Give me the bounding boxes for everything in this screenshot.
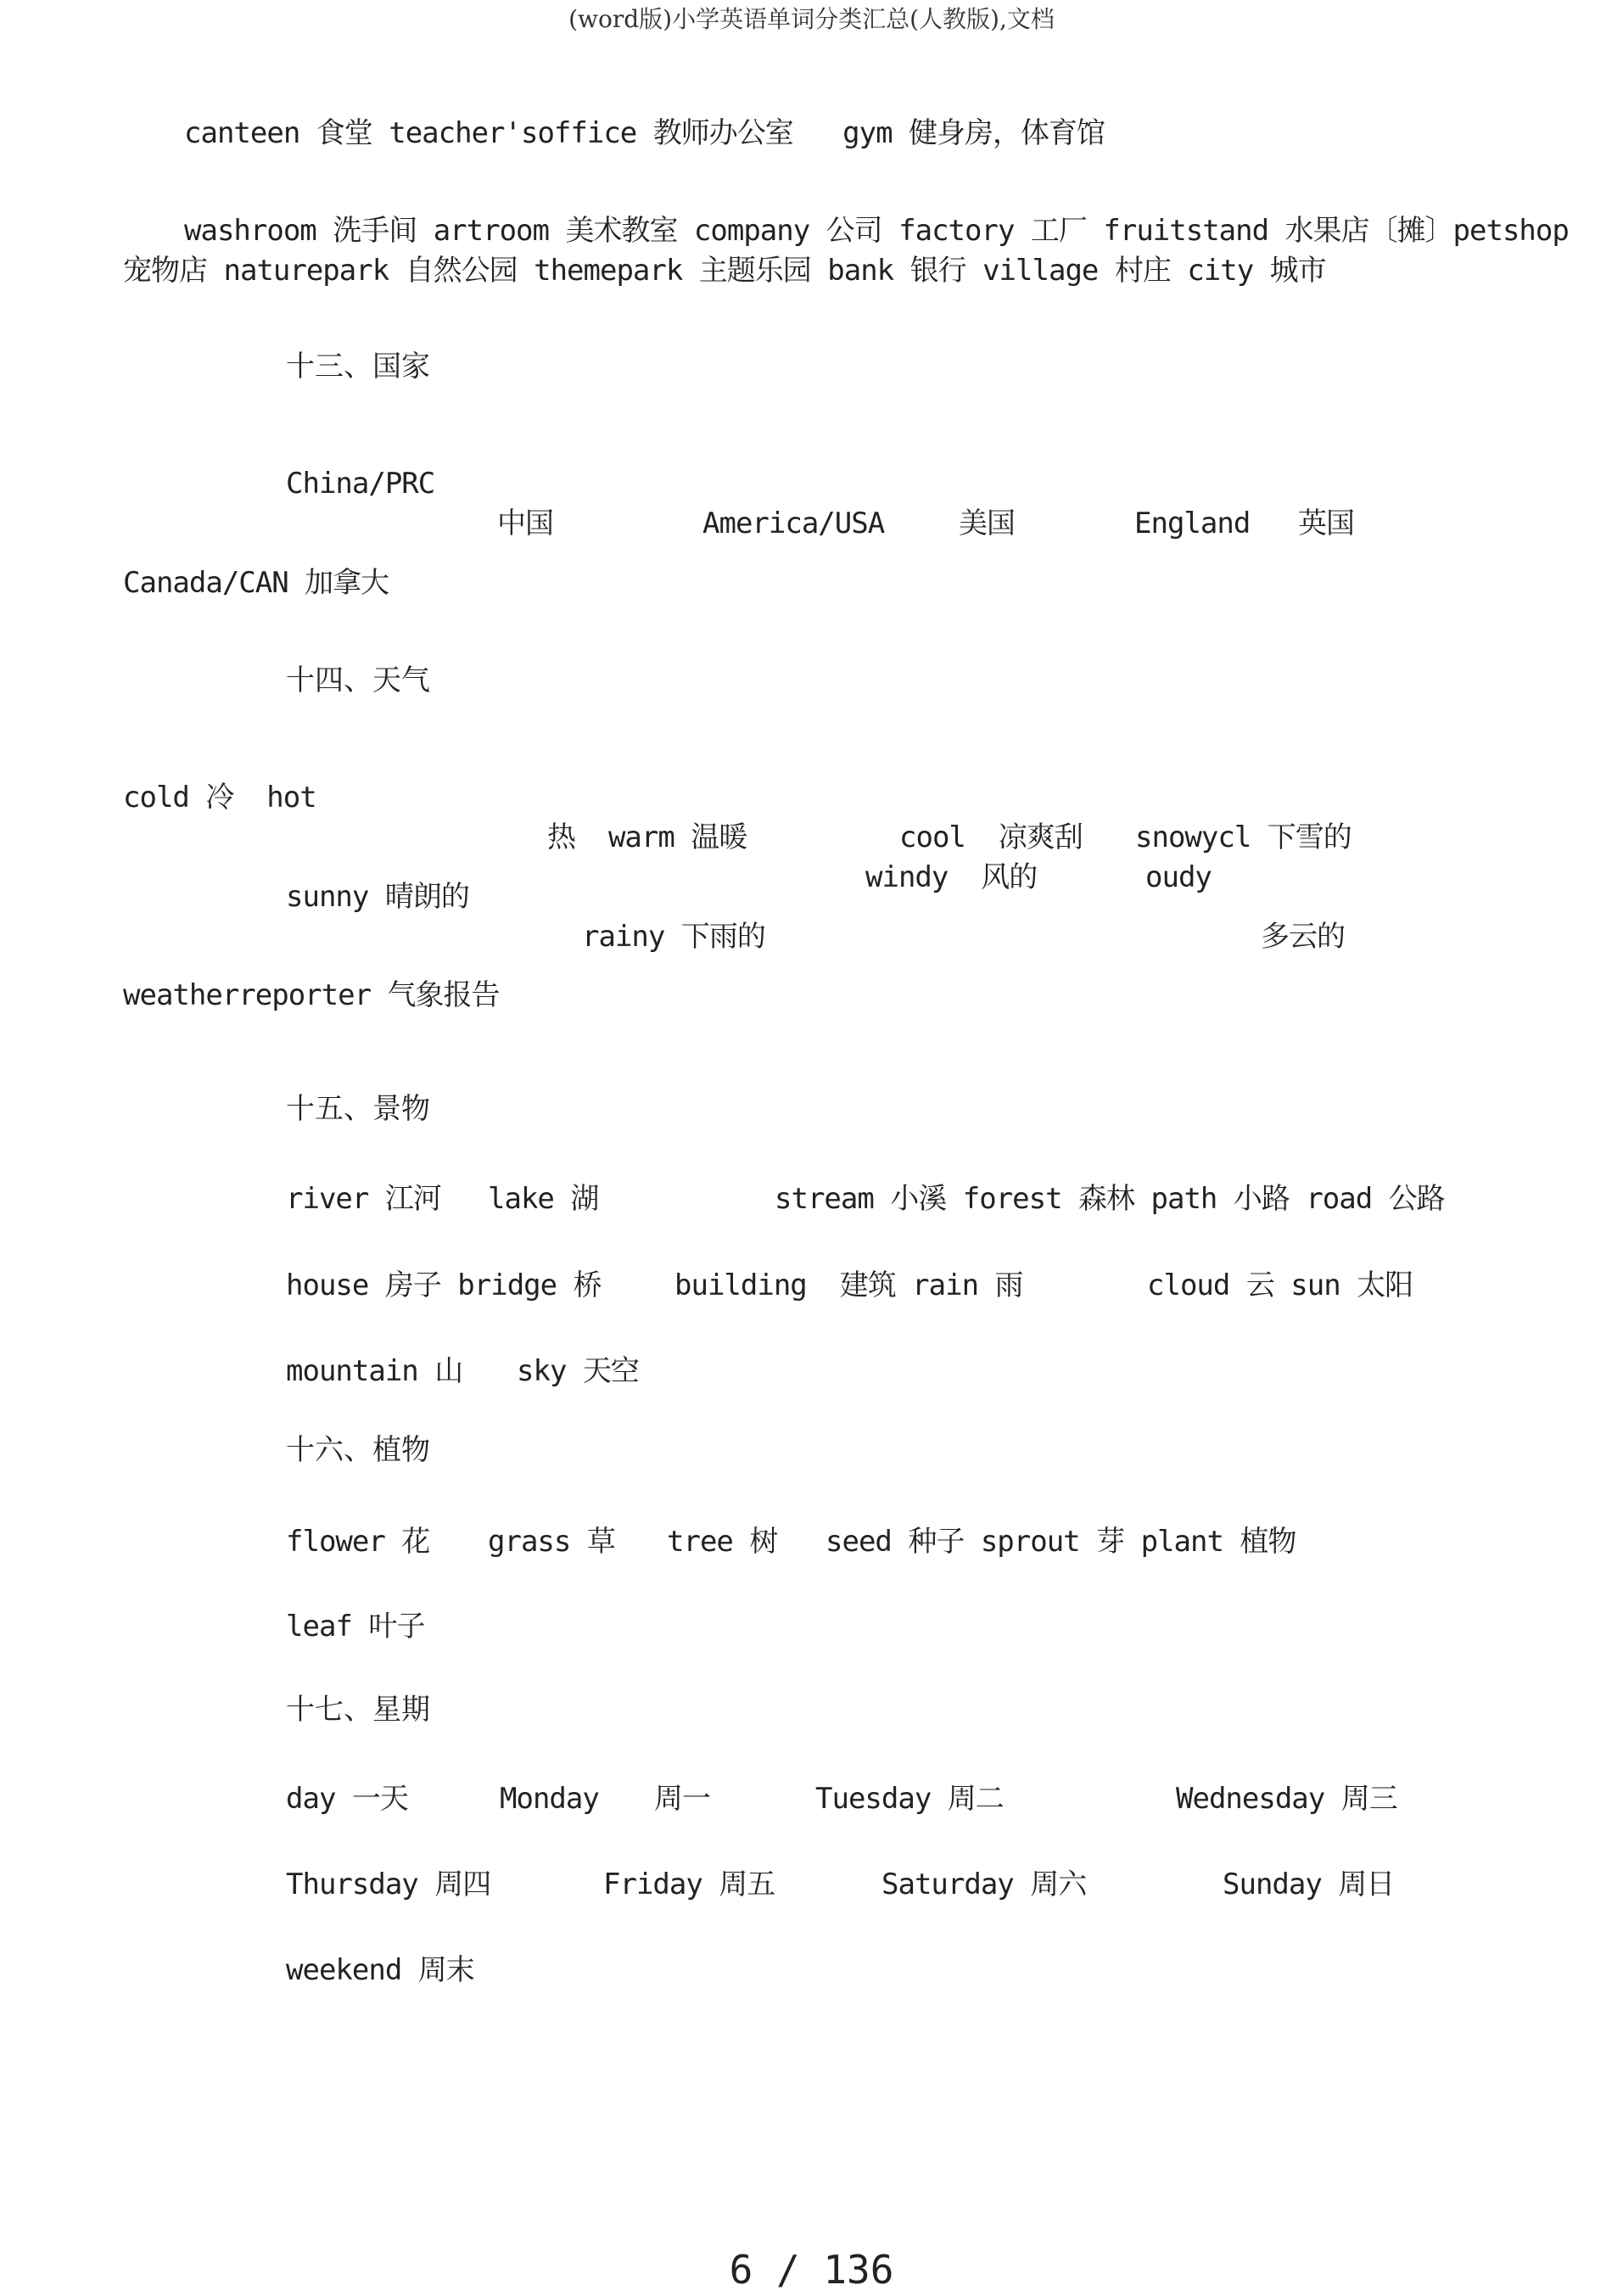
section-heading: 十五、景物 xyxy=(286,1092,430,1126)
text-fragment: Saturday 周六 xyxy=(881,1868,1087,1901)
page-header: (word版)小学英语单词分类汇总(人教版),文档 xyxy=(568,5,1055,33)
text-fragment: grass 草 xyxy=(488,1525,615,1559)
text-fragment: Wednesday 周三 xyxy=(1176,1782,1397,1816)
text-fragment: 英国 xyxy=(1298,507,1354,540)
section-heading: 十四、天气 xyxy=(286,664,430,697)
text-fragment: 中国 xyxy=(497,507,553,540)
text-fragment: river 江河 xyxy=(286,1182,441,1216)
page-number: 6 / 136 xyxy=(729,2247,894,2293)
text-line: leaf 叶子 xyxy=(286,1610,425,1644)
text-fragment: day 一天 xyxy=(286,1782,408,1816)
text-line: canteen 食堂 teacher'soffice 教师办公室 gym 健身房，体育馆 xyxy=(184,116,1105,150)
text-fragment: China/PRC xyxy=(286,467,435,501)
text-fragment: seed 种子 sprout 芽 plant 植物 xyxy=(825,1525,1296,1559)
text-fragment: house 房子 bridge 桥 xyxy=(286,1268,602,1302)
text-line: weatherreporter 气象报告 xyxy=(123,978,500,1012)
text-fragment: cold 冷 hot xyxy=(123,781,316,815)
text-fragment: Tuesday 周二 xyxy=(815,1782,1004,1816)
text-fragment: England xyxy=(1134,507,1251,540)
text-fragment: 周一 xyxy=(654,1782,710,1816)
text-fragment: rainy 下雨的 xyxy=(582,920,765,954)
text-fragment: America/USA xyxy=(702,507,885,540)
text-fragment: Monday xyxy=(500,1782,599,1816)
text-fragment: Friday 周五 xyxy=(603,1868,775,1901)
text-line: Canada/CAN 加拿大 xyxy=(123,566,389,600)
text-fragment: oudy xyxy=(1145,860,1212,894)
text-fragment: cloud 云 sun 太阳 xyxy=(1147,1268,1413,1302)
text-fragment: Sunday 周日 xyxy=(1223,1868,1395,1901)
text-line: 宠物店 naturepark 自然公园 themepark 主题乐园 bank 银行 village 村庄 city 城市 xyxy=(123,254,1326,288)
text-fragment: mountain 山 xyxy=(286,1354,463,1388)
text-fragment: Thursday 周四 xyxy=(286,1868,491,1901)
text-line: washroom 洗手间 artroom 美术教室 company 公司 factory 工厂 fruitstand 水果店〔摊〕petshop xyxy=(184,214,1569,248)
text-fragment: flower 花 xyxy=(286,1525,430,1559)
text-fragment: lake 湖 xyxy=(488,1182,599,1216)
section-heading: 十三、国家 xyxy=(286,350,430,384)
text-fragment: 多云的 xyxy=(1261,920,1345,954)
section-heading: 十六、植物 xyxy=(286,1433,430,1467)
text-fragment: stream 小溪 forest 森林 path 小路 road 公路 xyxy=(775,1182,1445,1216)
text-fragment: sunny 晴朗的 xyxy=(286,880,469,914)
text-fragment: tree 树 xyxy=(667,1525,778,1559)
text-fragment: 美国 xyxy=(959,507,1015,540)
text-fragment: windy 风的 xyxy=(865,860,1038,894)
text-fragment: cool 凉爽刮 xyxy=(899,820,1083,854)
section-heading: 十七、星期 xyxy=(286,1693,430,1727)
text-fragment: sky 天空 xyxy=(517,1354,639,1388)
text-fragment: snowycl 下雪的 xyxy=(1135,820,1352,854)
text-fragment: 热 warm 温暖 xyxy=(547,820,747,854)
text-fragment: building 建筑 rain 雨 xyxy=(674,1268,1023,1302)
text-line: weekend 周末 xyxy=(286,1953,474,1987)
